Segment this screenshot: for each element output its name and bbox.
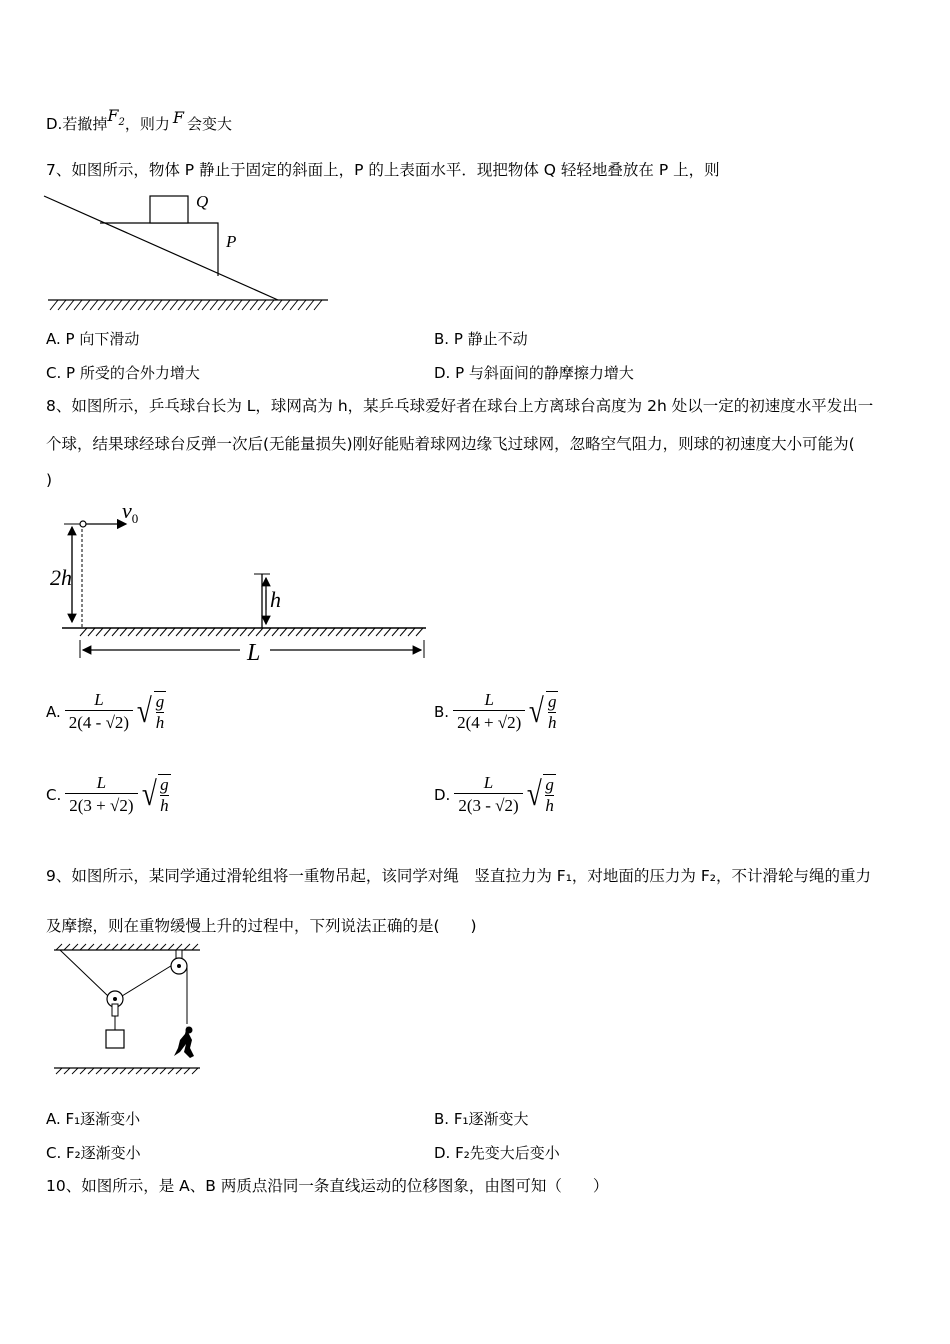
q9-stem-line2: 及摩擦，则在重物缓慢上升的过程中，下列说法正确的是( ) — [46, 917, 477, 935]
q8-option-c-num: L — [96, 773, 107, 792]
q7-option-d[interactable]: D. P 与斜面间的静摩擦力增大 — [434, 364, 634, 382]
q8-option-b-den: 2(4 + √2) — [457, 713, 522, 732]
q9-option-a[interactable]: A. F₁逐渐变小 — [46, 1110, 141, 1128]
q7-stem: 7、如图所示，物体 P 静止于固定的斜面上，P 的上表面水平．现把物体 Q 轻轻地叠放在 P 上，则 — [46, 161, 720, 179]
q7-option-a[interactable]: A. P 向下滑动 — [46, 330, 140, 348]
q7-option-c[interactable]: C. P 所受的合外力增大 — [46, 364, 200, 382]
q8-option-c-rad-den: h — [160, 795, 169, 815]
radical-icon: √ — [141, 775, 157, 813]
radical-icon: √ — [136, 692, 152, 730]
q8-option-c-rad-num: g — [160, 774, 169, 794]
q6-option-d — [46, 106, 232, 141]
q8-option-b-rad-num: g — [547, 691, 557, 711]
q8-option-b-fraction — [453, 690, 525, 733]
q8-option-a-num: L — [94, 690, 104, 709]
q8-label-L: L — [247, 640, 261, 666]
q9-stem-line1: 9、如图所示，某同学通过滑轮组将一重物吊起，该同学对绳 竖直拉力为 F₁，对地面的压力为 F₂，不计滑轮与绳的重力 — [46, 867, 871, 885]
q8-option-a-fraction — [65, 690, 133, 733]
q8-option-d-rad-den: h — [545, 795, 554, 815]
q8-option-a-den: 2(4 - √2) — [68, 713, 130, 732]
q8-option-a[interactable] — [46, 690, 166, 733]
q8-option-a-sqrt — [135, 691, 166, 733]
q8-option-c[interactable] — [46, 773, 171, 816]
q9-option-d[interactable]: D. F₂先变大后变小 — [434, 1144, 560, 1162]
q8-option-d-rad-num: g — [545, 774, 554, 794]
q6-f2-sub: 2 — [118, 117, 125, 129]
q8-label-v0 — [122, 498, 138, 526]
q10-stem: 10、如图所示，是 A、B 两质点沿同一条直线运动的位移图象，由图可知（ ） — [46, 1177, 609, 1195]
q9-pulley-figure — [50, 944, 210, 1084]
q8-option-a-rad-num: g — [155, 691, 165, 711]
radical-icon: √ — [529, 692, 545, 730]
q8-option-b-num: L — [484, 690, 494, 709]
q8-option-d-fraction — [454, 773, 522, 816]
q8-option-c-sqrt — [140, 774, 171, 816]
q8-option-b[interactable] — [434, 690, 558, 733]
q8-option-b-sqrt — [527, 691, 558, 733]
q7-incline-figure — [40, 190, 340, 320]
q8-table-figure — [40, 500, 440, 670]
q8-v0-sub: 0 — [131, 511, 139, 526]
q8-option-a-label: A. — [46, 702, 61, 721]
q6-f2-symbol — [107, 106, 125, 129]
q8-option-d-sqrt — [525, 774, 556, 816]
q8-option-c-den: 2(3 + √2) — [69, 796, 134, 815]
q8-label-2h: 2h — [50, 565, 72, 590]
q8-option-c-fraction — [65, 773, 137, 816]
radical-icon: √ — [526, 775, 542, 813]
q7-label-q: Q — [196, 192, 209, 211]
q9-option-c[interactable]: C. F₂逐渐变小 — [46, 1144, 141, 1162]
q8-option-b-rad-den: h — [547, 712, 557, 732]
q8-option-d-den: 2(3 - √2) — [458, 796, 519, 815]
q8-stem-line3: ) — [46, 471, 53, 489]
q8-option-d[interactable] — [434, 773, 556, 816]
q6-f2-letter: F — [107, 106, 119, 125]
q7-label-p: P — [226, 232, 237, 251]
q6-option-d-suffix: 会变大 — [186, 115, 232, 133]
q6-option-d-prefix: D.若撤掉 — [46, 115, 108, 133]
q8-label-h: h — [270, 587, 281, 612]
q8-option-c-label: C. — [46, 785, 62, 804]
q8-option-d-label: D. — [434, 785, 451, 804]
q9-option-b[interactable]: B. F₁逐渐变大 — [434, 1110, 529, 1128]
q8-option-b-label: B. — [434, 702, 450, 721]
q8-v0-letter: v — [122, 498, 132, 523]
q6-f-symbol: F — [172, 108, 184, 127]
q6-option-d-mid: ，则力 — [124, 115, 170, 133]
q7-option-b[interactable]: B. P 静止不动 — [434, 330, 528, 348]
q8-option-a-rad-den: h — [155, 712, 165, 732]
q8-stem-line1: 8、如图所示，乒乓球台长为 L，球网高为 h，某乒乓球爱好者在球台上方离球台高度为 2h 处以一定的初速度水平发出一 — [46, 397, 874, 415]
q8-stem-line2: 个球，结果球经球台反弹一次后(无能量损失)刚好能贴着球网边缘飞过球网，忽略空气阻力，则球的初速度大小可能为( — [46, 435, 855, 453]
q8-option-d-num: L — [483, 773, 494, 792]
